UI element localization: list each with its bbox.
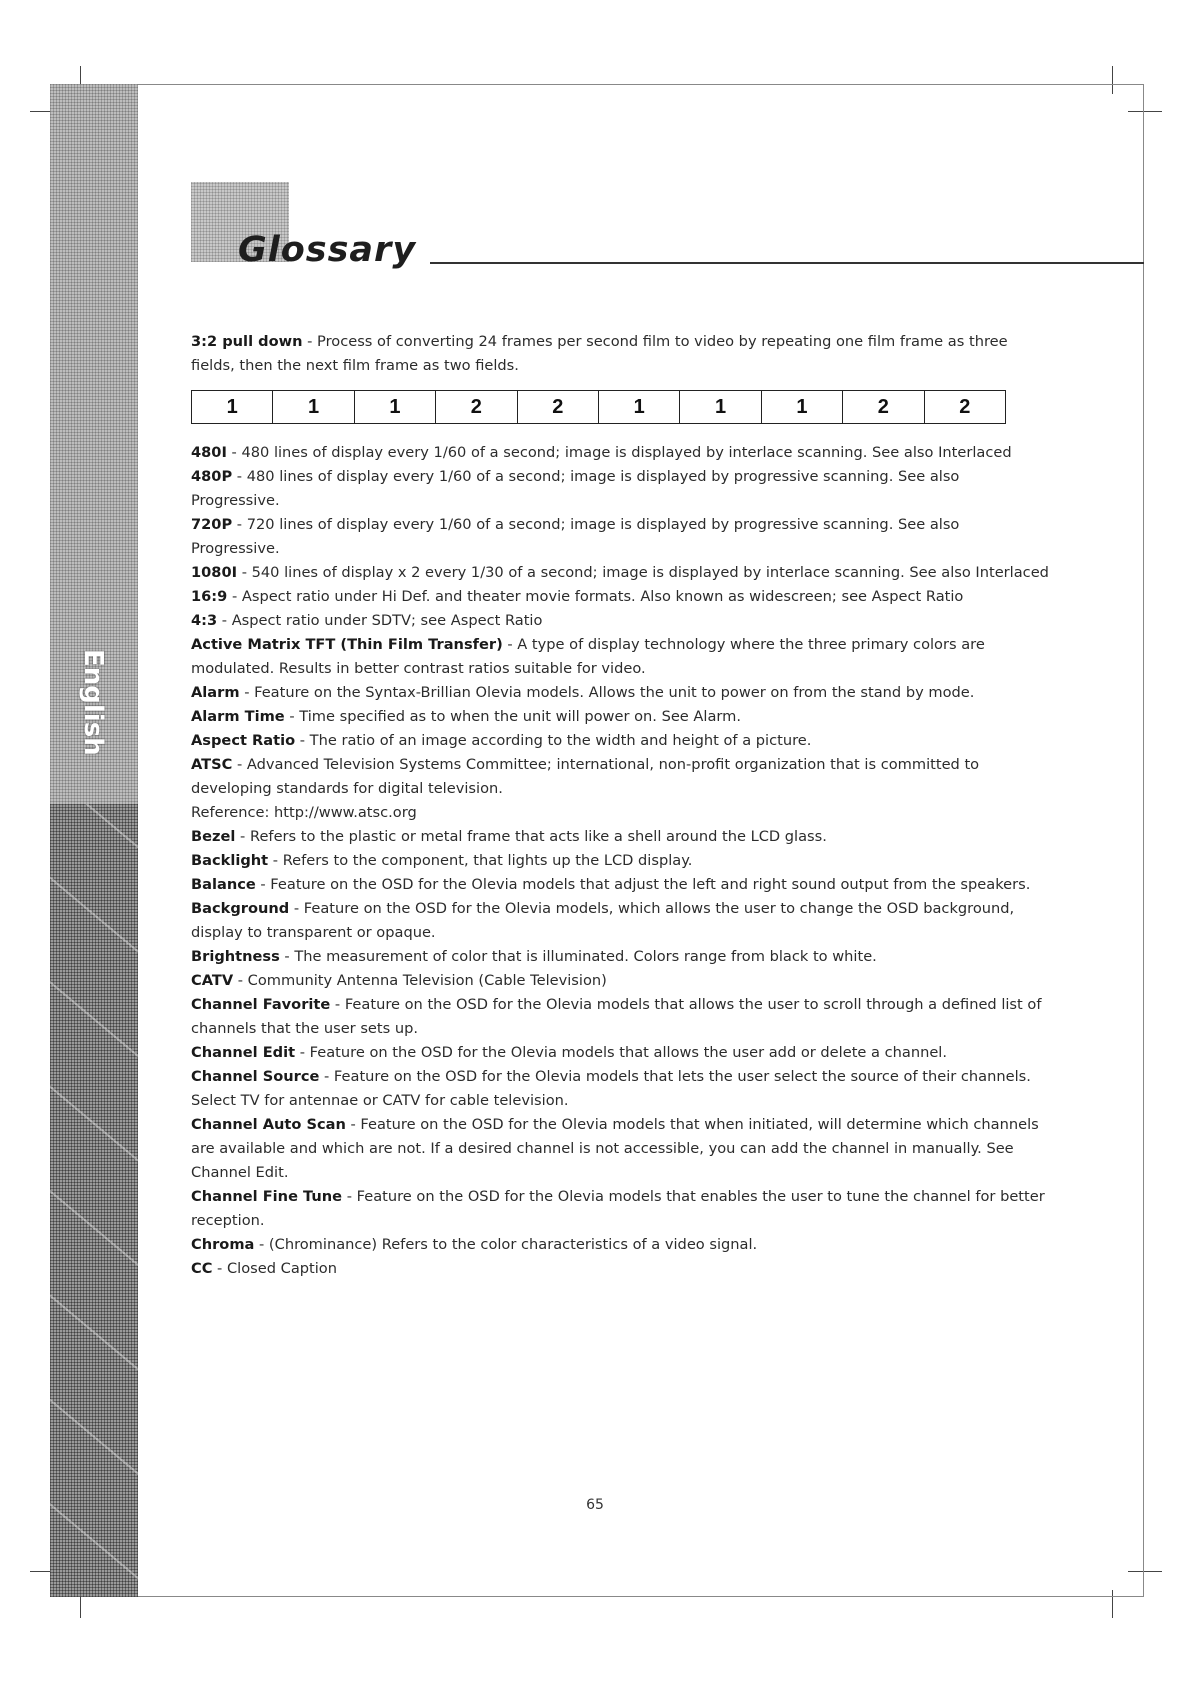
glossary-definition: - Feature on the OSD for the Olevia models that allows the user add or delete a channel.: [295, 1044, 947, 1061]
glossary-definition: - Community Antenna Television (Cable Television): [233, 972, 607, 989]
glossary-entry: [191, 609, 1051, 633]
glossary-entry: [191, 849, 1051, 873]
glossary-definition: - Feature on the OSD for the Olevia models that adjust the left and right sound output from the speakers.: [255, 876, 1031, 893]
sidebar-language-label: English: [78, 649, 108, 756]
glossary-entry: [191, 681, 1051, 705]
glossary-entry: [191, 801, 1051, 825]
glossary-term: Backlight: [191, 852, 269, 869]
glossary-definition: - Feature on the OSD for the Olevia models that lets the user select the source of their channels. Select TV for antennae or CATV for cable television.: [191, 1068, 1031, 1109]
glossary-term: Alarm: [191, 684, 240, 701]
glossary-entry: [191, 825, 1051, 849]
glossary-term: 3:2 pull down: [191, 333, 303, 350]
table-cell: 1: [761, 391, 842, 424]
sidebar-diagonal-stripes: [50, 804, 138, 1597]
table-row: [192, 391, 1006, 424]
table-cell: 1: [354, 391, 435, 424]
glossary-entry: [191, 330, 1051, 378]
table-cell: 2: [436, 391, 517, 424]
table-cell: 1: [680, 391, 761, 424]
glossary-definition: - Feature on the Syntax-Brillian Olevia models. Allows the unit to power on from the stand by mode.: [239, 684, 975, 701]
glossary-entry: [191, 993, 1051, 1041]
glossary-term: Balance: [191, 876, 256, 893]
glossary-entry: [191, 465, 1051, 513]
glossary-term: 1080I: [191, 564, 238, 581]
glossary-term: Channel Auto Scan: [191, 1116, 346, 1133]
glossary-term: CC: [191, 1260, 213, 1277]
glossary-term: ATSC: [191, 756, 233, 773]
glossary-term: CATV: [191, 972, 234, 989]
glossary-term: 480I: [191, 444, 227, 461]
table-cell: 1: [192, 391, 273, 424]
glossary-definition: - Closed Caption: [212, 1260, 337, 1277]
glossary-entry: [191, 705, 1051, 729]
glossary-definition: - Feature on the OSD for the Olevia models that when initiated, will determine which channels are available and which are not. If a desired channel is not accessible, you can add the channel in manually. See Channel Edit.: [191, 1116, 1039, 1181]
table-cell: 2: [843, 391, 924, 424]
glossary-entry: [191, 441, 1051, 465]
glossary-definition: - Time specified as to when the unit will power on. See Alarm.: [284, 708, 742, 725]
glossary-definition: Reference: http://www.atsc.org: [191, 804, 417, 821]
table-cell: 2: [517, 391, 598, 424]
glossary-term: Channel Source: [191, 1068, 320, 1085]
title-rule: [430, 262, 1144, 264]
glossary-content: [191, 330, 1051, 1281]
glossary-entry: [191, 1113, 1051, 1185]
glossary-term: Channel Edit: [191, 1044, 296, 1061]
glossary-definition: - (Chrominance) Refers to the color characteristics of a video signal.: [254, 1236, 758, 1253]
glossary-definition: - Refers to the plastic or metal frame that acts like a shell around the LCD glass.: [235, 828, 827, 845]
glossary-definition: - Feature on the OSD for the Olevia models that enables the user to tune the channel for better reception.: [191, 1188, 1045, 1229]
glossary-entry: [191, 561, 1051, 585]
pulldown-frames-table: [191, 390, 1006, 424]
glossary-entry: [191, 945, 1051, 969]
glossary-definition: - 480 lines of display every 1/60 of a second; image is displayed by progressive scanning. See also Progressive.: [191, 468, 960, 509]
glossary-entry: [191, 1041, 1051, 1065]
glossary-definition: - Feature on the OSD for the Olevia models, which allows the user to change the OSD background, display to transparent or opaque.: [191, 900, 1015, 941]
glossary-term: Aspect Ratio: [191, 732, 296, 749]
sidebar-pattern: [50, 804, 138, 1597]
glossary-entry: [191, 1185, 1051, 1233]
glossary-term: 480P: [191, 468, 233, 485]
glossary-definition: - Advanced Television Systems Committee; international, non-profit organization that is committed to developing standards for digital television.: [191, 756, 980, 797]
glossary-term: Brightness: [191, 948, 280, 965]
glossary-term: Chroma: [191, 1236, 255, 1253]
glossary-term: Channel Fine Tune: [191, 1188, 343, 1205]
glossary-definition: - Refers to the component, that lights up the LCD display.: [268, 852, 693, 869]
glossary-definition: - The ratio of an image according to the width and height of a picture.: [295, 732, 812, 749]
glossary-definition: - A type of display technology where the three primary colors are modulated. Results in better contrast ratios suitable for video.: [191, 636, 985, 677]
glossary-entry: [191, 513, 1051, 561]
glossary-term: Alarm Time: [191, 708, 285, 725]
glossary-entry: [191, 1233, 1051, 1257]
glossary-term: Channel Favorite: [191, 996, 331, 1013]
glossary-definition: - Process of converting 24 frames per second film to video by repeating one film frame as three fields, then the next film frame as two fields.: [191, 333, 1008, 374]
glossary-entry: [191, 1065, 1051, 1113]
glossary-term: 720P: [191, 516, 233, 533]
glossary-term: Background: [191, 900, 290, 917]
language-sidebar: [50, 84, 138, 1597]
table-cell: 1: [598, 391, 679, 424]
glossary-definition: - Aspect ratio under SDTV; see Aspect Ratio: [217, 612, 543, 629]
table-cell: 2: [924, 391, 1005, 424]
glossary-entry: [191, 969, 1051, 993]
page-title: Glossary: [238, 230, 417, 270]
glossary-entry: [191, 1257, 1051, 1281]
glossary-entry: [191, 729, 1051, 753]
glossary-entry: [191, 753, 1051, 801]
glossary-entry: [191, 873, 1051, 897]
glossary-definition: - 480 lines of display every 1/60 of a second; image is displayed by interlace scanning. See also Interlaced: [226, 444, 1012, 461]
glossary-definition: - 720 lines of display every 1/60 of a second; image is displayed by progressive scanning. See also Progressive.: [191, 516, 960, 557]
glossary-definition: - Aspect ratio under Hi Def. and theater movie formats. Also known as widescreen; see Aspect Ratio: [227, 588, 964, 605]
glossary-term: Active Matrix TFT (Thin Film Transfer): [191, 636, 503, 653]
glossary-term: Bezel: [191, 828, 236, 845]
glossary-definition: - The measurement of color that is illuminated. Colors range from black to white.: [279, 948, 877, 965]
page-number: 65: [586, 1497, 604, 1513]
glossary-entry: [191, 897, 1051, 945]
glossary-definition: - Feature on the OSD for the Olevia models that allows the user to scroll through a defined list of channels that the user sets up.: [191, 996, 1042, 1037]
table-cell: 1: [273, 391, 354, 424]
glossary-entry: [191, 633, 1051, 681]
glossary-entry: [191, 585, 1051, 609]
glossary-term: 4:3: [191, 612, 218, 629]
glossary-definition: - 540 lines of display x 2 every 1/30 of a second; image is displayed by interlace scanning. See also Interlaced: [237, 564, 1049, 581]
glossary-term: 16:9: [191, 588, 228, 605]
